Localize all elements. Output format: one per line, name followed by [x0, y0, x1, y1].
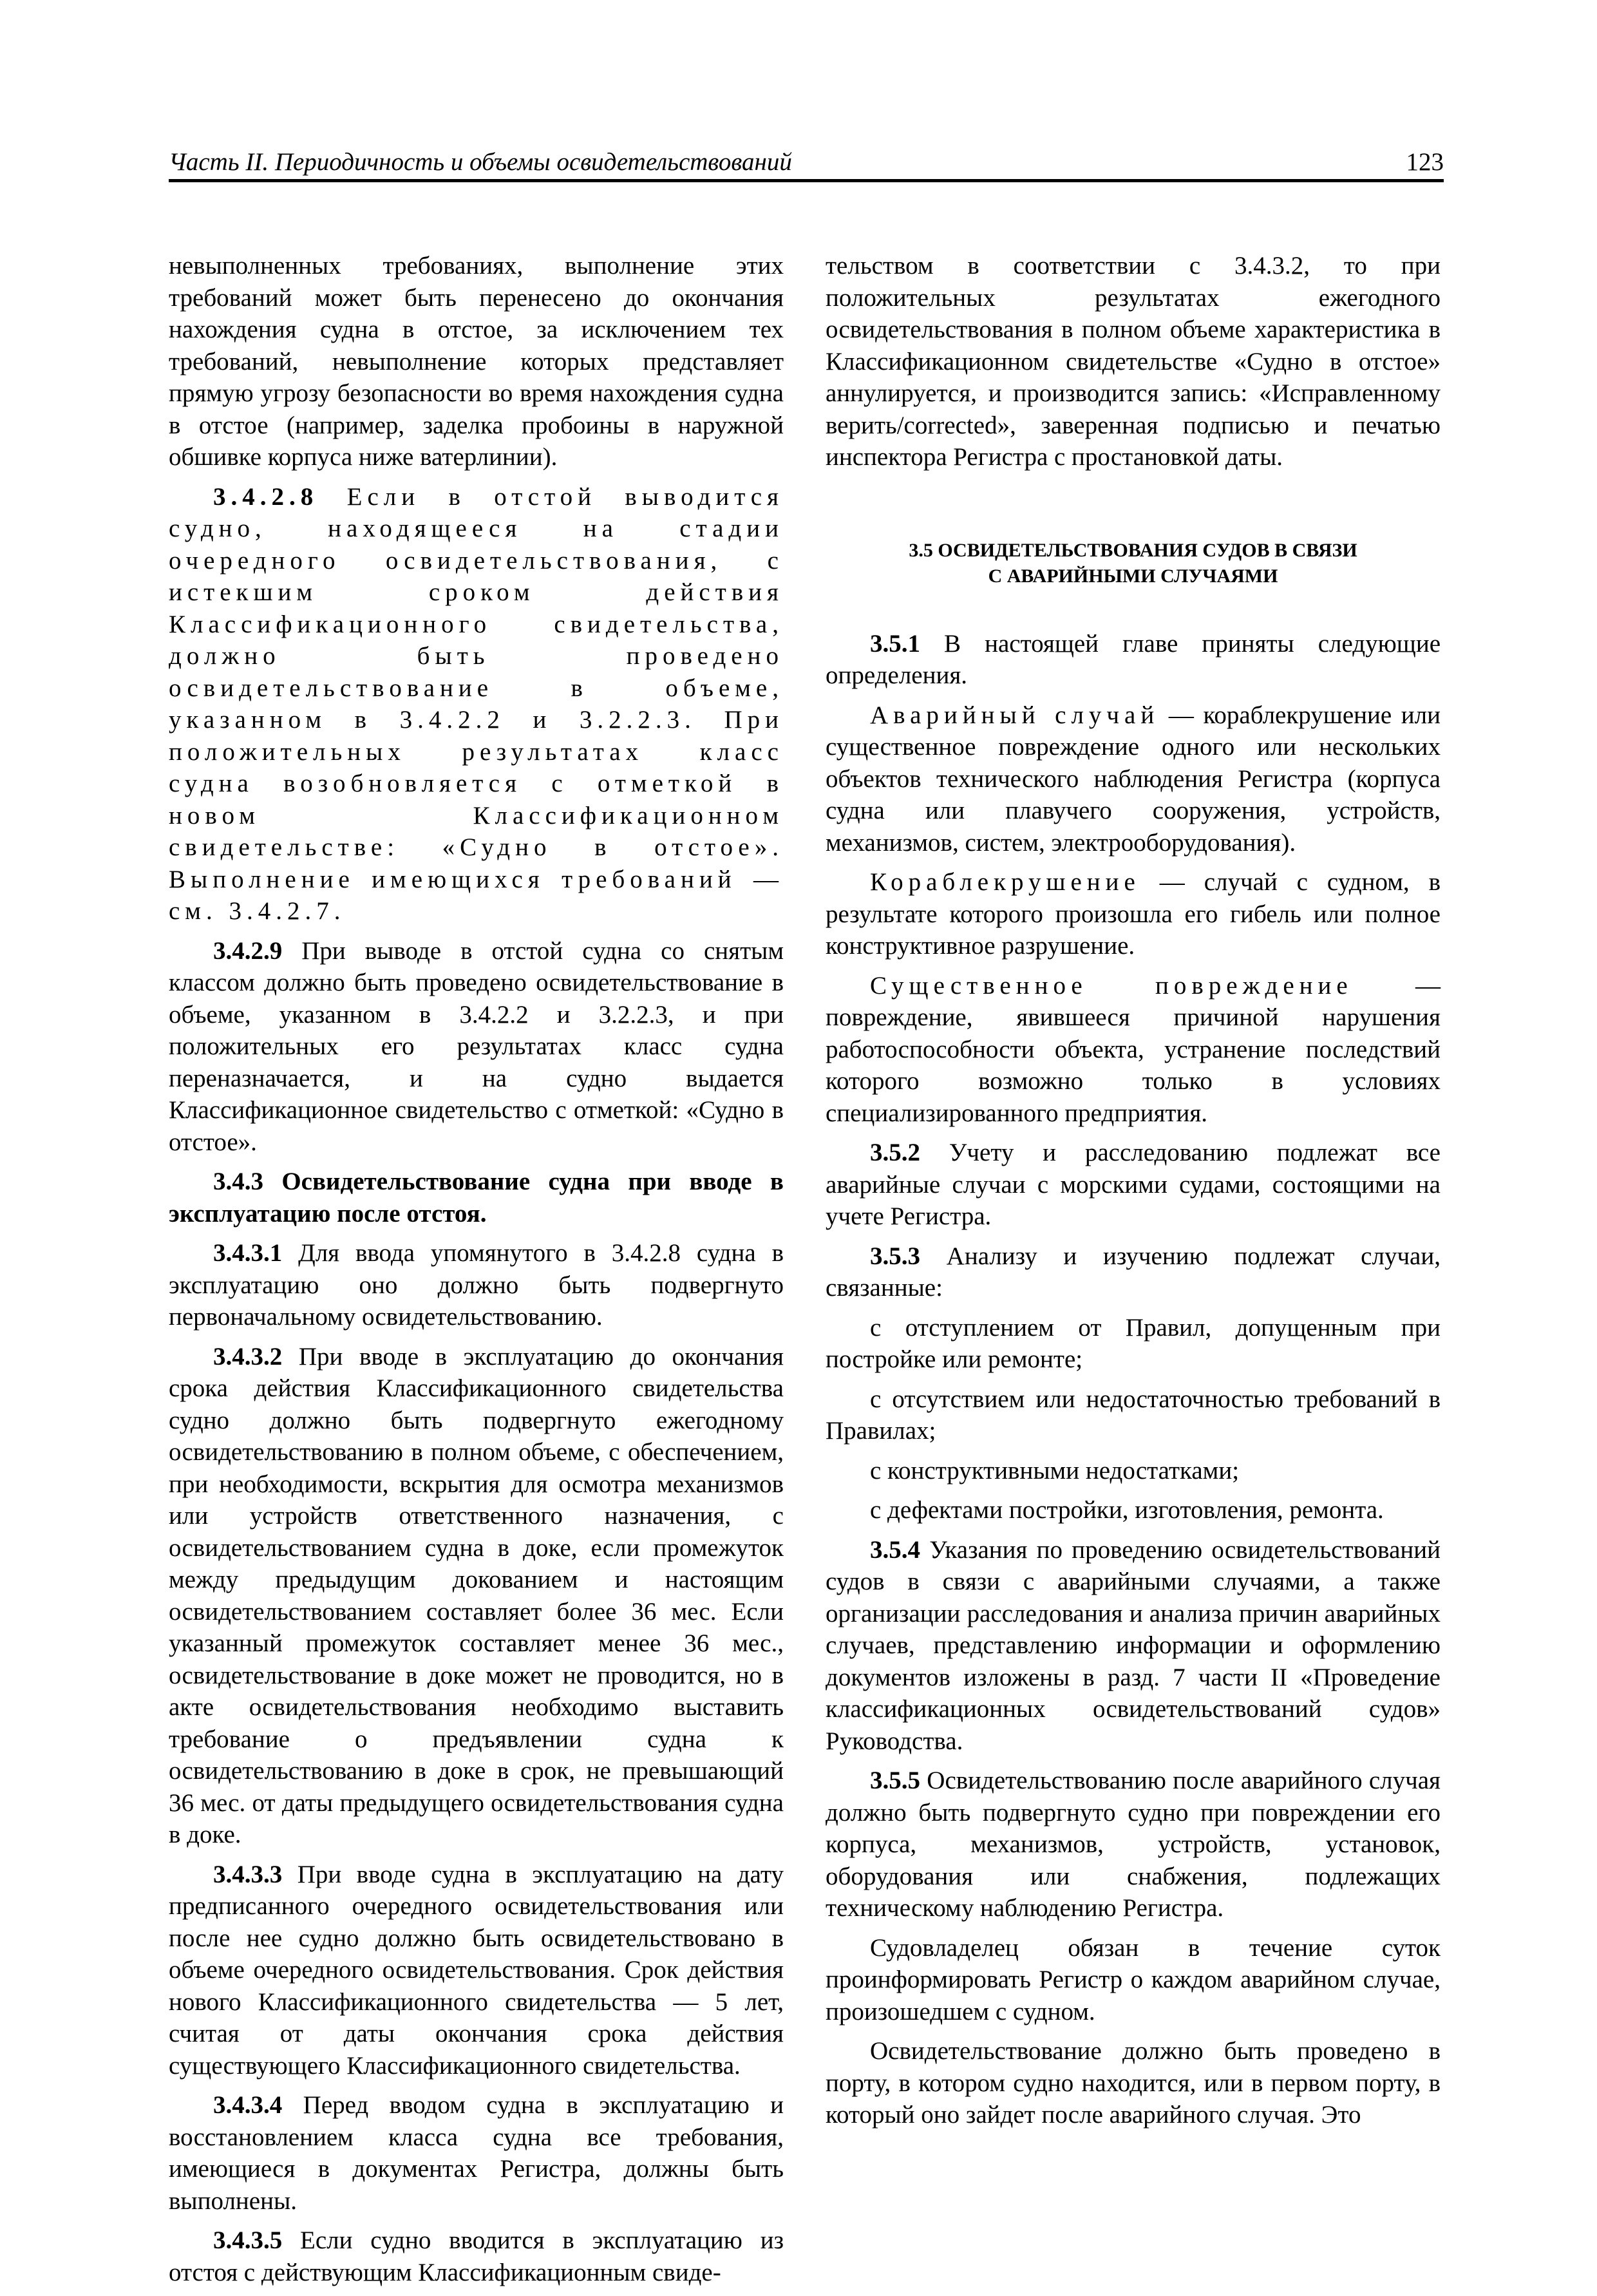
clause-number: 3.5.2 — [870, 1139, 920, 1166]
clause-number: 3.5.3 — [870, 1242, 920, 1270]
clause-number: 3.5.4 — [870, 1535, 920, 1564]
definition — [826, 866, 1441, 962]
paragraph — [169, 1237, 784, 1333]
paragraph: тельством в соответствии с 3.4.3.2, то при положительных результатах ежегодного освидетельствования в полном объеме характеристика в Классификационном свидетельстве «Судно в отстое» аннулируется, и производится запись: «Исправленному верить/corrected», заверенная подписью и печатью инспектора Регистра с простановкой даты. — [826, 252, 1441, 471]
clause-number: 3.4.2.9 — [213, 936, 283, 965]
clause-text: Для ввода упомянутого в 3.4.2.8 судна в эксплуатацию оно должно быть подвергнуто первоначальному освидетельствованию. — [169, 1239, 784, 1331]
paragraph — [826, 1534, 1441, 1758]
definition-text: — случай с судном, в результате которого произошла его гибель или полное конструктивное разрушение. — [826, 868, 1441, 960]
clause-number: 3.4.3.1 — [213, 1239, 283, 1267]
clause-number: 3.4.3.3 — [213, 1860, 283, 1888]
clause-text: Если судно вводится в эксплуатацию из отстоя с действующим Классификационным свиде- — [169, 2226, 784, 2286]
section-heading-line: 3.5 ОСВИДЕТЕЛЬСТВОВАНИЯ СУДОВ В СВЯЗИ — [909, 539, 1357, 561]
definition-text: — кораблекрушение или существенное повреждение одного или нескольких объектов технического наблюдения Регистра (корпуса судна или плавучего сооружения, устройств, механизмов, систем, электрооборудования). — [826, 701, 1441, 857]
list-item: с дефектами постройки, изготовления, ремонта. — [870, 1496, 1384, 1524]
left-column — [169, 250, 784, 2296]
section-heading-line: С АВАРИЙНЫМИ СЛУЧАЯМИ — [988, 565, 1278, 587]
running-header — [169, 140, 1444, 182]
definition-text: — повреждение, явившееся причиной нарушения работоспособности объекта, устранение последствий которого возможно только в условиях специализированного предприятия. — [826, 971, 1441, 1127]
clause-text: Освидетельствованию после аварийного случая должно быть подвергнуто судно при повреждении его корпуса, механизмов, устройств, установок, оборудования или снабжения, подлежащих техническому наблюдению Регистра. — [826, 1767, 1441, 1922]
right-column — [826, 250, 1441, 2139]
clause-number: 3.4.2.8 — [213, 482, 319, 511]
clause-number: 3.4.3.5 — [213, 2226, 283, 2254]
clause-number: 3.5.5 — [870, 1767, 920, 1794]
defined-term: Кораблекрушение — [870, 868, 1140, 896]
running-header-title: Часть II. Периодичность и объемы освидетельствований — [169, 148, 792, 176]
clause-number: 3.5.1 — [870, 629, 920, 658]
clause-text: Учету и расследованию подлежат все аварийные случаи с морскими судами, состоящими на учете Регистра. — [826, 1139, 1441, 1230]
paragraph — [826, 1240, 1441, 1304]
list-item: с отступлением от Правил, допущенным при постройке или ремонте; — [826, 1313, 1441, 1373]
clause-text: Анализу и изучению подлежат случаи, связанные: — [826, 1242, 1441, 1302]
page-number: 123 — [1406, 148, 1444, 176]
paragraph: Освидетельствование должно быть проведено в порту, в котором судно находится, или в первом порту, в который оно зайдет после аварийного случая. Это — [826, 2037, 1441, 2129]
defined-term: Аварийный случай — [870, 701, 1160, 729]
definition — [826, 970, 1441, 1130]
clause-text: При вводе судна в эксплуатацию на дату предписанного очередного освидетельствования или после нее судно должно быть освидетельствовано в объеме очередного освидетельствования. Срок действия нового Классификационного свидетельства — 5 лет, считая от даты окончания срока действия существующего Классификационного свидетельства. — [169, 1860, 784, 2080]
clause-text: Если в отстой выводится судно, находящееся на стадии очередного освидетельствования, с истекшим сроком действия Классификационного свидетельства, должно быть проведено освидетельствование в объеме, указанном в 3.4.2.2 и 3.2.2.3. При положительных результатах класс судна возобновляется с отметкой в новом Классификационном свидетельстве: «Судно в отстое». Выполнение имеющихся требований — см. 3.4.2.7. — [169, 482, 784, 925]
paragraph — [169, 2225, 784, 2288]
subsection-heading-text: 3.4.3 Освидетельствование судна при вводе в эксплуатацию после отстоя. — [169, 1168, 784, 1228]
clause-text: В настоящей главе приняты следующие определения. — [826, 629, 1441, 689]
list-item: с отсутствием или недостаточностью требований в Правилах; — [826, 1385, 1441, 1445]
paragraph — [169, 1859, 784, 2082]
clause-text: Указания по проведению освидетельствований судов в связи с аварийными случаями, а также организации расследования и анализа причин аварийных случаев, представлению информации и оформлению документов изложены в разд. 7 части II «Проведение классификационных освидетельствований судов» Руководства. — [826, 1535, 1441, 1755]
paragraph — [169, 2089, 784, 2217]
defined-term: Существенное повреждение — [870, 971, 1353, 1000]
subsection-heading — [169, 1166, 784, 1229]
paragraph: Судовладелец обязан в течение суток проинформировать Регистр о каждом аварийном случае, произошедшем с судном. — [826, 1933, 1441, 2026]
paragraph — [169, 1341, 784, 1851]
paragraph — [826, 628, 1441, 692]
clause-number: 3.4.3.2 — [213, 1342, 283, 1371]
paragraph — [169, 481, 784, 927]
paragraph: невыполненных требованиях, выполнение этих требований может быть перенесено до окончания нахождения судна в отстое, за исключением тех требований, невыполнение которых представляет прямую угрозу безопасности во время нахождения судна в отстое (например, заделка пробоины в наружной обшивке корпуса ниже ватерлинии). — [169, 252, 784, 471]
paragraph — [826, 1137, 1441, 1233]
paragraph — [826, 1765, 1441, 1924]
clause-number: 3.4.3.4 — [213, 2091, 283, 2119]
clause-text: Перед вводом судна в эксплуатацию и восстановлением класса судна все требования, имеющиеся в документах Регистра, должны быть выполнены. — [169, 2091, 784, 2215]
paragraph — [169, 935, 784, 1159]
section-heading — [826, 538, 1441, 589]
definition — [826, 699, 1441, 859]
clause-text: При вводе в эксплуатацию до окончания срока действия Классификационного свидетельства судно должно быть подвергнуто ежегодному освидетельствованию в полном объеме, с обеспечением, при необходимости, вскрытия для осмотра механизмов или устройств ответственного назначения, с освидетельствованием судна в доке, если промежуток между предыдущим докованием и настоящим освидетельствованием составляет более 36 мес. Если указанный промежуток составляет менее 36 мес., освидетельствование в доке может не проводится, но в акте освидетельствования необходимо выставить требование о предъявлении судна к освидетельствованию в доке в срок, не превышающий 36 мес. от даты предыдущего освидетельствования судна в доке. — [169, 1342, 784, 1848]
clause-text: При выводе в отстой судна со снятым классом должно быть проведено освидетельствование в объеме, указанном в 3.4.2.2 и 3.2.2.3, и при положительных его результатах класс судна переназначается, и на судно выдается Классификационное свидетельство с отметкой: «Судно в отстое». — [169, 936, 784, 1156]
list-item: с конструктивными недостатками; — [870, 1456, 1240, 1485]
